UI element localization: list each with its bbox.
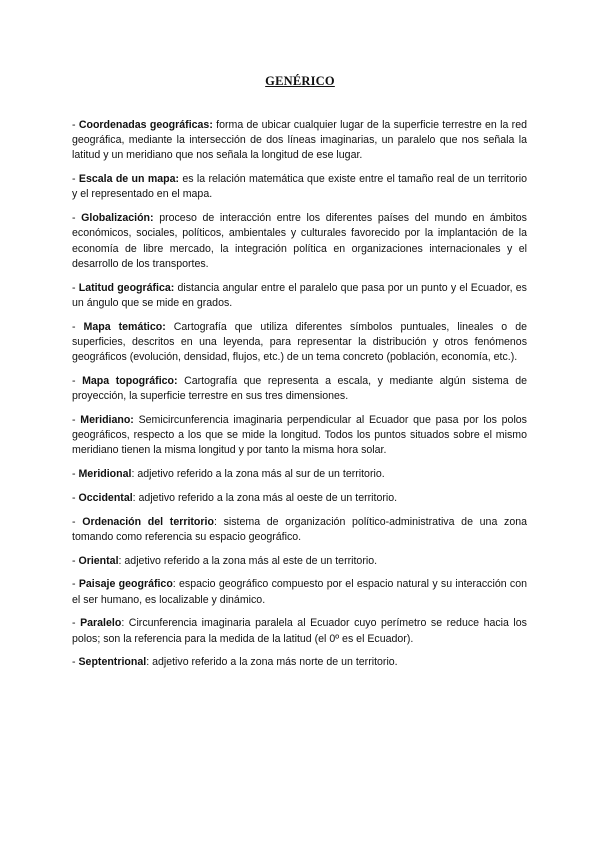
glossary-entry-oriental (72, 554, 527, 569)
entry-definition: Semicircunferencia imaginaria perpendicular al Ecuador que pasa por los polos geográficos, respecto a los que se mide la longitud. Todos los puntos situados sobre el mismo meridiano tienen la misma longitud y por tanto la misma hora solar. (72, 413, 527, 457)
entry-definition: proceso de interacción entre los diferentes países del mundo en ámbitos económicos, sociales, políticos, ambientales y culturales favorecido por la implantación de la economía de libre mercado, la integración política en organizaciones internacionales y el desarrollo de los transportes. (72, 212, 527, 270)
entry-term: Globalización: (81, 212, 154, 225)
entry-prefix: - (72, 578, 79, 591)
page-title: GENÉRICO (265, 74, 335, 88)
entry-definition: Cartografía que utiliza diferentes símbolos puntuales, lineales o de superficies, descritos en una leyenda, para representar la distribución y otros fenómenos geográficos (evolución, densidad, flujos, etc.) de un tema concreto (población, economía, etc.). (72, 320, 527, 364)
entry-term: Mapa topográfico: (82, 374, 178, 387)
entry-term: Oriental (78, 554, 119, 567)
glossary-entry-globalizacion (72, 211, 527, 272)
entry-term: Meridiano: (80, 413, 134, 426)
glossary-list (72, 118, 527, 679)
entry-prefix: - (72, 281, 79, 294)
entry-prefix: - (72, 515, 83, 528)
entry-term: Paralelo (80, 617, 122, 630)
entry-definition: Cartografía que representa a escala, y mediante algún sistema de proyección, la superficie terrestre en sus tres dimensiones. (72, 374, 527, 403)
glossary-entry-septentrional (72, 655, 527, 670)
entry-prefix: - (72, 374, 83, 387)
glossary-entry-ordenacion (72, 515, 527, 545)
entry-definition: : espacio geográfico compuesto por el espacio natural y su interacción con el ser humano, es localizable y dinámico. (72, 578, 527, 606)
entry-prefix: - (72, 656, 79, 669)
glossary-entry-paisaje (72, 577, 527, 607)
glossary-entry-meridiano (72, 413, 527, 459)
entry-definition: es la relación matemática que existe entre el tamaño real de un territorio y el representado en el mapa. (72, 173, 527, 201)
entry-prefix: - (72, 468, 79, 481)
glossary-entry-escala (72, 172, 527, 202)
entry-term: Coordenadas geográficas: (78, 119, 213, 131)
entry-prefix: - (72, 320, 84, 333)
entry-definition: : adjetivo referido a la zona más al oeste de un territorio. (132, 491, 398, 504)
entry-prefix: - (72, 212, 82, 225)
entry-prefix: - (72, 413, 81, 426)
glossary-entry-paralelo (72, 616, 527, 646)
entry-definition: : adjetivo referido a la zona más al este de un territorio. (118, 554, 378, 567)
entry-definition: : Circunferencia imaginaria paralela al Ecuador cuyo perímetro se reduce hacia los polos; son la referencia para la medida de la latitud (el 0º es el Ecuador). (72, 617, 527, 645)
entry-term: Ordenación del territorio (82, 515, 214, 528)
entry-term: Mapa temático: (83, 320, 166, 333)
entry-term: Septentrional (78, 656, 147, 669)
entry-definition: : sistema de organización político-administrativa de una zona tomando como referencia su espacio geográfico. (72, 515, 528, 543)
glossary-entry-mapa-tematico (72, 320, 527, 366)
entry-term: Paisaje geográfico (78, 578, 173, 591)
glossary-entry-mapa-topografico (72, 374, 527, 404)
entry-definition: : adjetivo referido a la zona más norte de un territorio. (146, 656, 398, 669)
entry-prefix: - (72, 491, 79, 504)
entry-prefix: - (72, 173, 79, 186)
glossary-entry-latitud (72, 281, 527, 311)
entry-term: Latitud geográfica: (78, 281, 175, 294)
entry-prefix: - (72, 119, 79, 131)
glossary-entry-coordenadas (72, 118, 527, 164)
entry-prefix: - (72, 617, 81, 630)
entry-term: Escala de un mapa: (78, 173, 180, 186)
entry-definition: distancia angular entre el paralelo que pasa por un punto y el Ecuador, es un ángulo que se mide en grados. (72, 281, 527, 309)
entry-term: Occidental (78, 491, 133, 504)
entry-term: Meridional (78, 468, 132, 481)
glossary-entry-occidental (72, 491, 527, 506)
entry-definition: : adjetivo referido a la zona más al sur de un territorio. (131, 468, 385, 481)
entry-prefix: - (72, 554, 79, 567)
glossary-entry-meridional (72, 467, 527, 482)
entry-definition: forma de ubicar cualquier lugar de la superficie terrestre en la red geográfica, mediante la intersección de dos líneas imaginarias, un paralelo que nos señala la latitud y un meridiano que nos señala la longitud de ese lugar. (72, 119, 527, 162)
